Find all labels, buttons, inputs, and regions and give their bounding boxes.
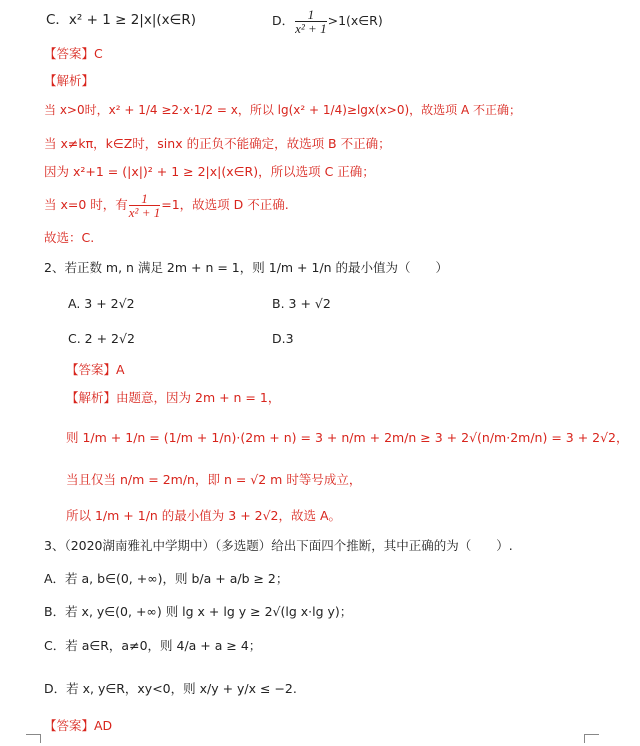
- q1-line4-suffix: =1，故选项 D 不正确.: [161, 197, 289, 212]
- q2-analysis-intro: 由题意，因为 2m + n = 1，: [116, 390, 281, 405]
- q3-answer: 【答案】AD: [44, 718, 113, 733]
- q1-option-c: C．x² + 1 ≥ 2|x|(x∈R): [46, 12, 197, 28]
- q1-option-d-denominator: x² + 1: [295, 20, 327, 36]
- q1-conclusion: 故选：C.: [44, 230, 95, 245]
- q1-option-d-numerator: 1: [307, 6, 315, 22]
- q3-option-d: D．若 x, y∈R，xy<0，则 x/y + y/x ≤ −2.: [44, 681, 297, 696]
- q1-option-d-label: D．: [272, 13, 295, 28]
- q3-stem: 3、（2020湖南雅礼中学期中）（多选题）给出下面四个推断，其中正确的为（ ）.: [44, 538, 513, 553]
- q1-analysis-line2: 当 x≠kπ，k∈Z时，sinx 的正负不能确定，故选项 B 不正确；: [44, 136, 391, 151]
- q2-answer: 【答案】A: [66, 362, 125, 377]
- q3-option-b: B．若 x, y∈(0, +∞) 则 lg x + lg y ≥ 2√(lg x·lg y)；: [44, 604, 353, 619]
- q3-option-a: A．若 a, b∈(0, +∞)，则 b/a + a/b ≥ 2；: [44, 571, 289, 586]
- q3-option-c: C．若 a∈R，a≠0，则 4/a + a ≥ 4；: [44, 638, 262, 653]
- q2-analysis-line3: 所以 1/m + 1/n 的最小值为 3 + 2√2，故选 A。: [66, 508, 342, 523]
- q1-line4-fraction: [129, 192, 160, 219]
- q1-option-d-tail: >1(x∈R): [327, 13, 383, 28]
- q1-line4-numerator: 1: [141, 190, 148, 206]
- q2-analysis-title: 【解析】: [66, 390, 117, 405]
- q1-line4-denominator: x² + 1: [128, 204, 161, 220]
- crop-mark-left: [26, 734, 41, 743]
- q1-line4-prefix: 当 x=0 时，有: [44, 197, 128, 212]
- q2-option-c: C. 2 + 2√2: [68, 331, 135, 346]
- q2-analysis-line1: 则 1/m + 1/n = (1/m + 1/n)·(2m + n) = 3 + n/m + 2m/n ≥ 3 + 2√(n/m·2m/n) = 3 + 2√2，: [66, 430, 629, 445]
- q1-option-d-fraction: [295, 8, 326, 35]
- q1-option-d: [272, 6, 383, 36]
- q1-answer: 【答案】C: [44, 46, 103, 61]
- q1-analysis-line4: [44, 188, 289, 222]
- q2-analysis: [66, 390, 280, 406]
- q2-option-b: B. 3 + √2: [272, 296, 331, 311]
- crop-mark-right: [584, 734, 599, 743]
- q2-option-d: D.3: [272, 331, 294, 346]
- q1-analysis-line3: 因为 x²+1 = (|x|)² + 1 ≥ 2|x|(x∈R)，所以选项 C 正确；: [44, 164, 375, 179]
- q1-analysis-line1: 当 x>0时，x² + 1/4 ≥2·x·1/2 = x，所以 lg(x² + 1/4)≥lgx(x>0)，故选项 A 不正确；: [44, 103, 521, 117]
- q2-option-a: A. 3 + 2√2: [68, 296, 135, 311]
- q2-analysis-line2: 当且仅当 n/m = 2m/n，即 n = √2 m 时等号成立，: [66, 472, 362, 487]
- q1-analysis-title: 【解析】: [44, 73, 95, 88]
- q2-stem: 2、若正数 m, n 满足 2m + n = 1，则 1/m + 1/n 的最小值为（ ）: [44, 260, 449, 275]
